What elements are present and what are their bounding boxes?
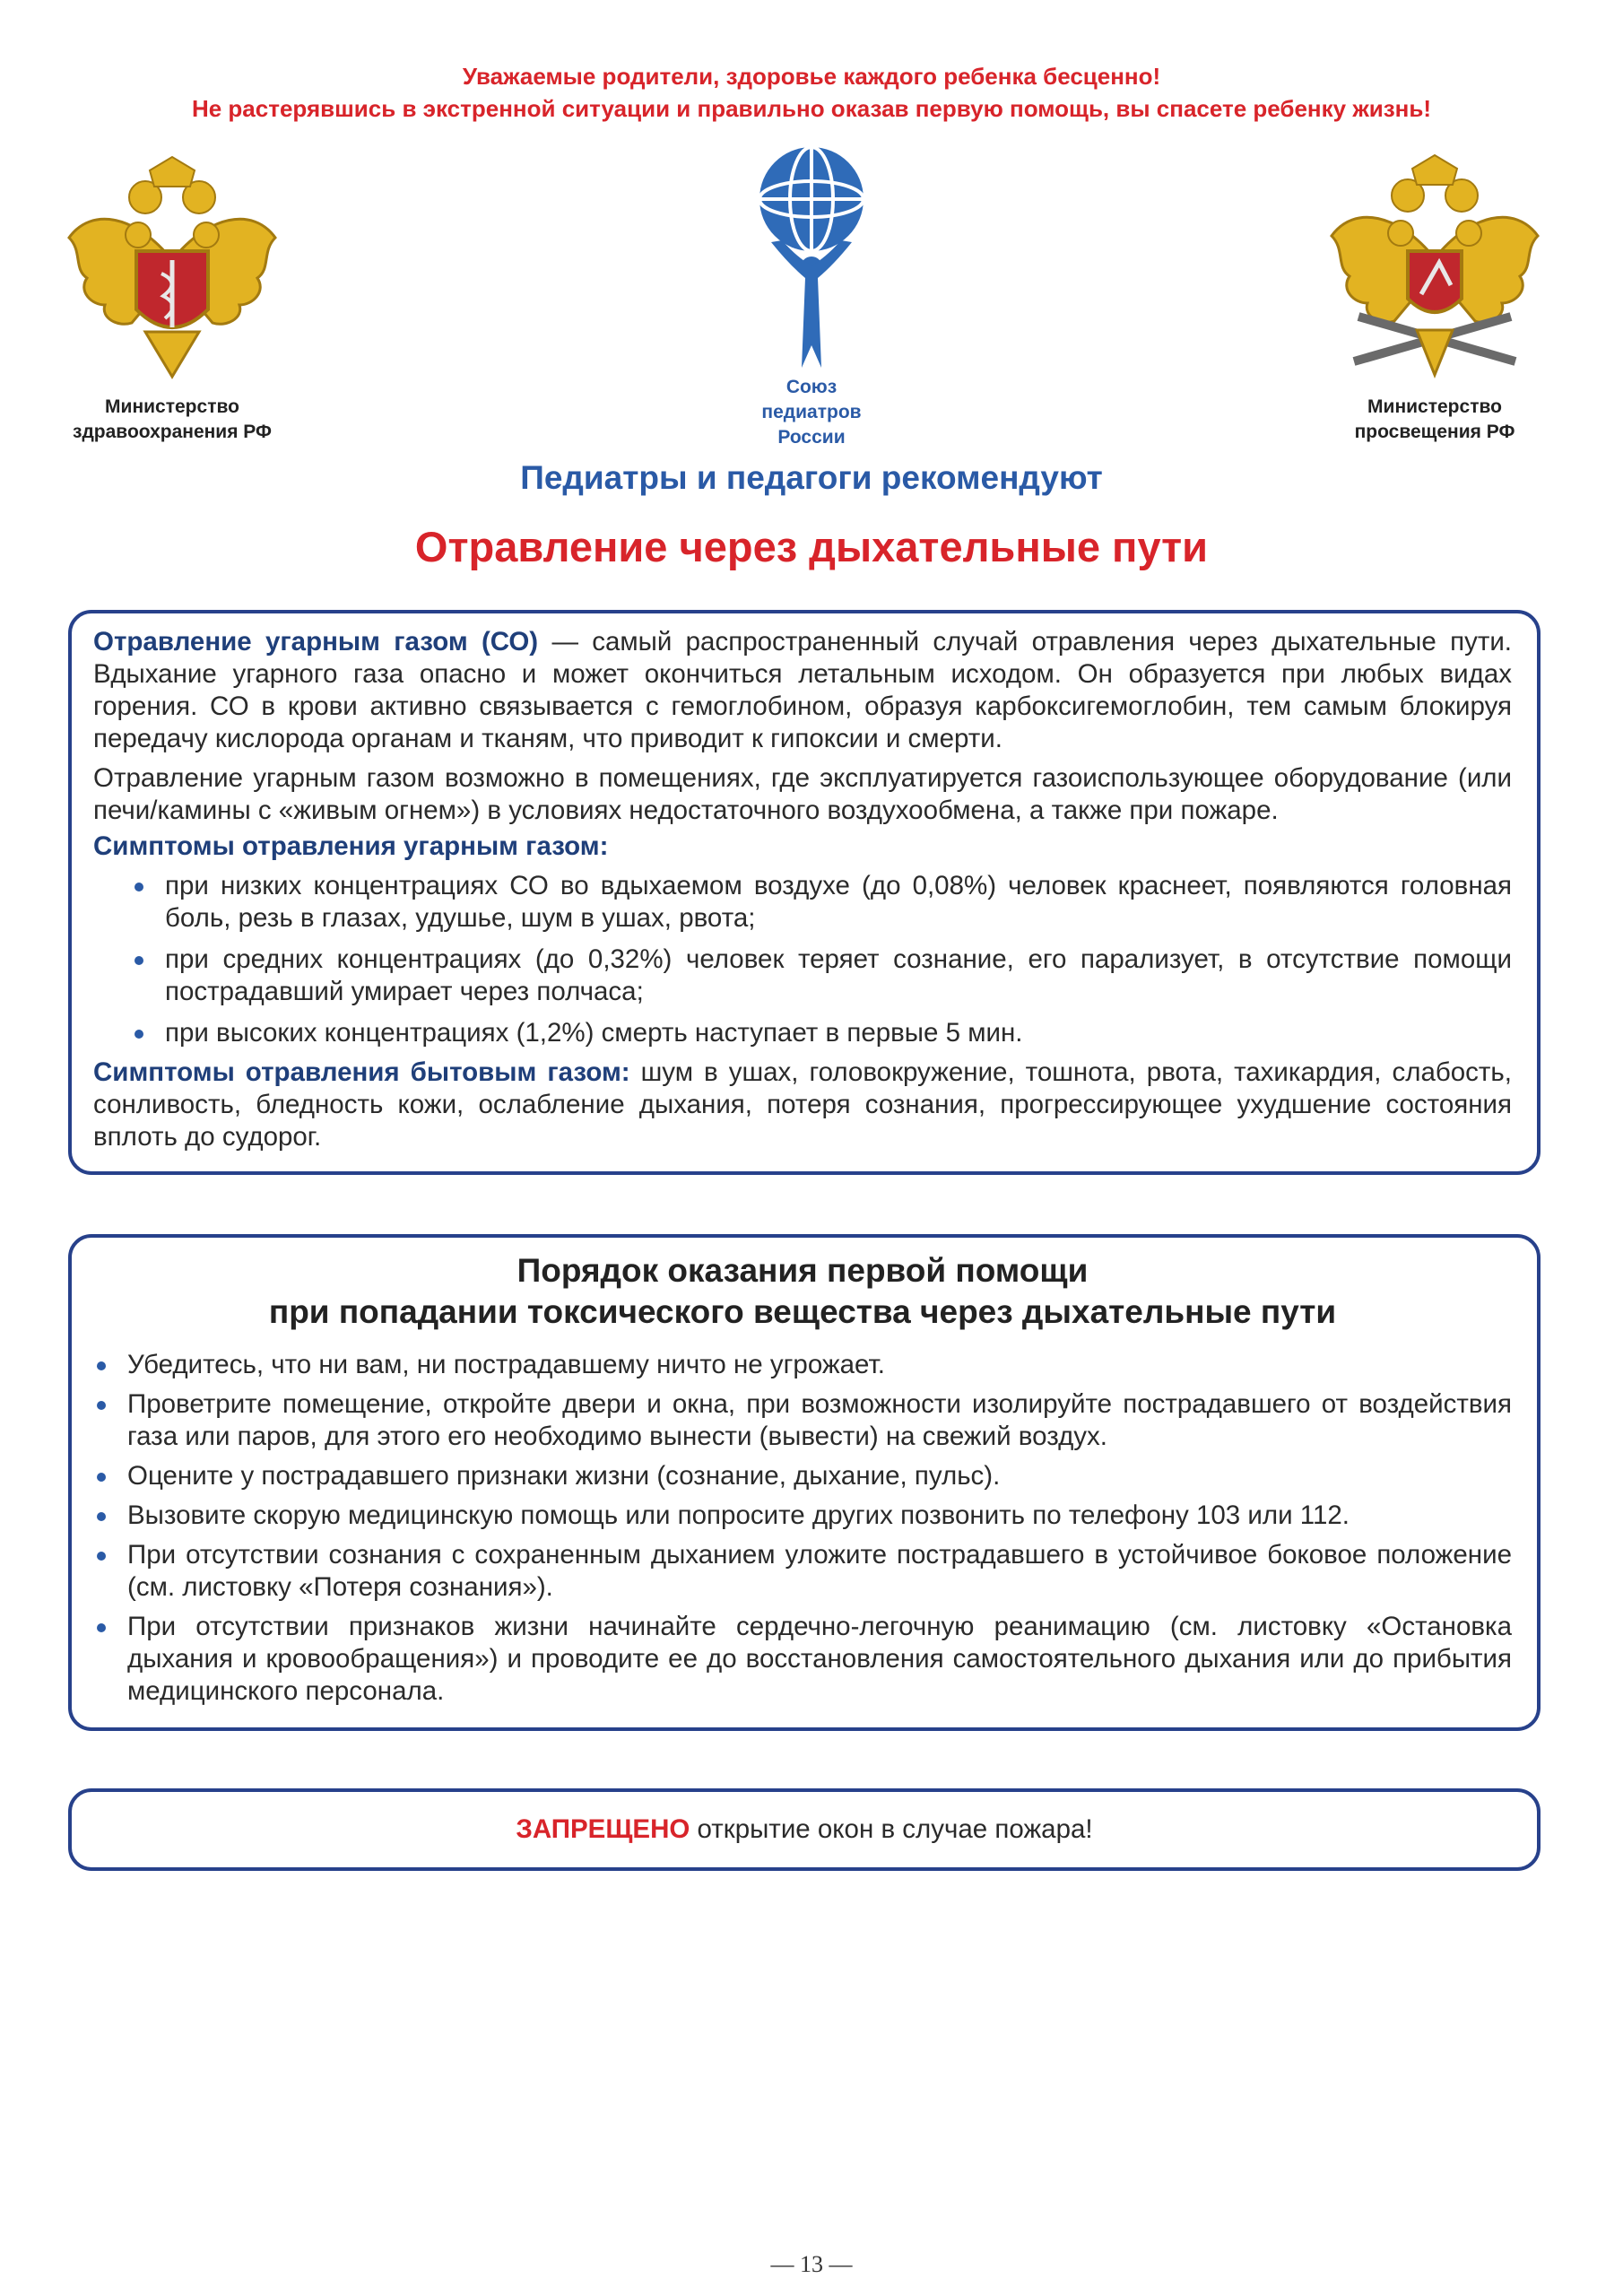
first-aid-list [93, 1349, 1512, 1708]
center-logo-caption-3: России [777, 427, 846, 448]
co-intro-text: — самый распространенный случай отравления через дыхательные пути. Вдыхание угарного газа опасно и может окончиться летальным исходом. Он образуется при любых видах горения. СО в крови активно связывается с гемоглобином, образуя карбоксигемоглобин, тем самым блокируя передачу кислорода органам и тканям, что приводит к гипоксии и смерти. [93, 627, 1513, 753]
first-aid-heading-line-2: при попадании токсического вещества через дыхательные пути [268, 1293, 1337, 1330]
ministry-health-emblem [56, 152, 289, 386]
forbidden-label: ЗАПРЕЩЕНО [516, 1814, 690, 1844]
list-item: при средних концентрациях (до 0,32%) человек теряет сознание, его парализует, в отсутствие помощи пострадавший умирает через полчаса; [165, 944, 1512, 1008]
bullet-icon [97, 1623, 106, 1632]
list-item: Вызовите скорую медицинскую помощь или попросите других позвонить по телефону 103 или 112. [127, 1500, 1512, 1532]
co-symptoms-heading: Симптомы отравления угарным газом: [93, 831, 609, 861]
bullet-icon [135, 956, 143, 965]
bullet-icon [97, 1473, 106, 1482]
greeting-line-1: Уважаемые родители, здоровье каждого ребенка бесценно! [462, 63, 1161, 90]
center-logo-caption-2: педиатров [761, 402, 862, 422]
ministry-education-emblem [1318, 151, 1551, 384]
bullet-icon [97, 1361, 106, 1370]
subtitle: Педиатры и педагоги рекомендуют [520, 459, 1103, 496]
pediatricians-union-logo [735, 144, 888, 372]
left-logo-caption-1: Министерство [105, 396, 239, 417]
list-item: Оцените у пострадавшего признаки жизни (сознание, дыхание, пульс). [127, 1460, 1512, 1492]
bullet-icon [97, 1552, 106, 1561]
left-logo-caption-2: здравоохранения РФ [73, 422, 272, 442]
page-number: — 13 — [770, 2251, 853, 2277]
gas-symptoms-paragraph [93, 1057, 1512, 1153]
co-intro-paragraph [93, 626, 1512, 755]
first-aid-heading-line-1: Порядок оказания первой помощи [516, 1252, 1089, 1289]
bullet-icon [135, 883, 143, 891]
bullet-icon [97, 1512, 106, 1521]
warning-rest: открытие окон в случае пожара! [690, 1814, 1093, 1844]
list-item: При отсутствии признаков жизни начинайте сердечно-легочную реанимацию (см. листовку «Остановка дыхания и кровообращения») и проводите ее до восстановления самостоятельного дыхания или до прибытия медицинского персонала. [127, 1611, 1512, 1708]
co-intro-bold: Отравление угарным газом (СО) [93, 627, 539, 657]
list-item: при высоких концентрациях (1,2%) смерть наступает в первые 5 мин. [165, 1017, 1512, 1049]
page-title: Отравление через дыхательные пути [414, 523, 1209, 570]
list-item: При отсутствии сознания с сохраненным дыханием уложите пострадавшего в устойчивое боковое положение (см. листовку «Потеря сознания»). [127, 1539, 1512, 1604]
co-symptoms-list [93, 870, 1512, 1049]
center-logo-caption-1: Союз [785, 377, 838, 397]
right-logo-caption-1: Министерство [1367, 396, 1502, 417]
first-aid-heading [93, 1250, 1512, 1333]
list-item: Убедитесь, что ни вам, ни пострадавшему ничто не угрожает. [127, 1349, 1512, 1381]
warning-text [516, 1814, 1092, 1845]
warning-box [68, 1788, 1541, 1871]
list-item: Проветрите помещение, откройте двери и окна, при возможности изолируйте пострадавшего от воздействия газа или паров, для этого его необходимо вынести (вывести) на свежий воздух. [127, 1388, 1512, 1453]
greeting-line-2: Не растерявшись в экстренной ситуации и правильно оказав первую помощь, вы спасете ребенку жизнь! [191, 95, 1432, 122]
list-item: при низких концентрациях СО во вдыхаемом воздухе (до 0,08%) человек краснеет, появляются головная боль, резь в глазах, удушье, шум в ушах, рвота; [165, 870, 1512, 935]
bullet-icon [97, 1401, 106, 1410]
bullet-icon [135, 1030, 143, 1039]
gas-symptoms-text: шум в ушах, головокружение, тошнота, рвота, тахикардия, слабость, сонливость, бледность кожи, ослабление дыхания, потеря сознания, прогрессирующее ухудшение состояния вплоть до судорог. [93, 1057, 1512, 1152]
gas-symptoms-heading: Симптомы отравления бытовым газом: [93, 1057, 630, 1087]
co-places-paragraph: Отравление угарным газом возможно в помещениях, где эксплуатируется газоиспользующее оборудование (или печи/камины с «живым огнем») в условиях недостаточного воздухообмена, а также при пожаре. [93, 763, 1512, 825]
info-box-co [68, 610, 1541, 1175]
first-aid-box [68, 1234, 1541, 1731]
right-logo-caption-2: просвещения РФ [1354, 422, 1515, 442]
